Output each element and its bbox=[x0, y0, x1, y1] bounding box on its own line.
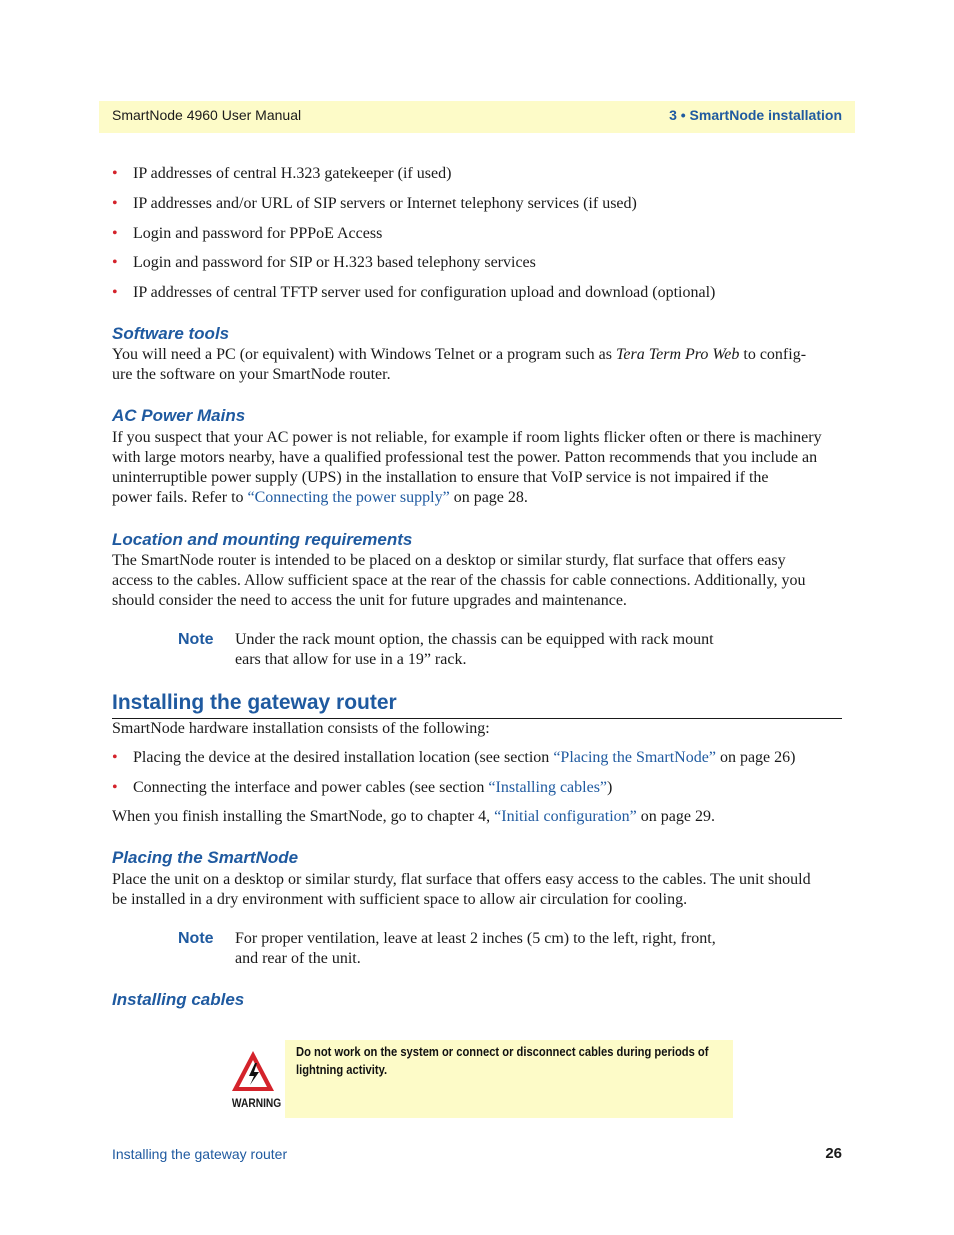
link-connecting-power-supply[interactable]: “Connecting the power supply” bbox=[247, 489, 450, 506]
section-heading-installing-gateway: Installing the gateway router bbox=[112, 691, 397, 714]
section-heading-ac-power: AC Power Mains bbox=[112, 406, 246, 425]
link-initial-configuration[interactable]: “Initial configuration” bbox=[494, 808, 637, 825]
note-label: Note bbox=[178, 631, 214, 648]
bullet-icon: • bbox=[112, 749, 118, 766]
bullet-icon: • bbox=[112, 284, 118, 301]
manual-title: SmartNode 4960 User Manual bbox=[112, 107, 302, 123]
warning-label: WARNING bbox=[231, 1096, 282, 1110]
installing-intro: SmartNode hardware installation consists of the following: bbox=[112, 720, 490, 737]
note-label: Note bbox=[178, 930, 214, 947]
note-text: For proper ventilation, leave at least 2 inches (5 cm) to the left, right, front, and rear of the unit. bbox=[235, 930, 716, 967]
page-number: 26 bbox=[825, 1145, 842, 1162]
link-placing-smartnode[interactable]: “Placing the SmartNode” bbox=[553, 749, 716, 766]
footer-section-title: Installing the gateway router bbox=[112, 1146, 288, 1162]
chapter-title: 3 • SmartNode installation bbox=[669, 107, 842, 123]
bullet-icon: • bbox=[112, 254, 118, 271]
section-heading-installing-cables: Installing cables bbox=[112, 990, 245, 1009]
bullet-icon: • bbox=[112, 195, 118, 212]
bullet-icon: • bbox=[112, 779, 118, 796]
section-heading-software-tools: Software tools bbox=[112, 324, 230, 343]
section-heading-placing: Placing the SmartNode bbox=[112, 848, 299, 867]
warning-text: Do not work on the system or connect or disconnect cables during periods of lightning activity. bbox=[296, 1044, 709, 1077]
ac-power-paragraph: If you suspect that your AC power is not reliable, for example if room lights flicker often or there is machinery with large motors nearby, have a qualified professional test the power. Patton recommends that you include an uninterruptible power supply (UPS) in the installation to ensure that VoIP service is not impaired if the power fails. Refer to “Connecting the power supply” on page 28. bbox=[112, 429, 822, 506]
note-text: Under the rack mount option, the chassis can be equipped with rack mount ears that allow for use in a 19” rack. bbox=[235, 631, 714, 668]
placing-paragraph: Place the unit on a desktop or similar sturdy, flat surface that offers easy access to the cables. The unit should be installed in a dry environment with sufficient space to allow air circulation for cooling. bbox=[112, 871, 811, 908]
software-tools-paragraph: You will need a PC (or equivalent) with Windows Telnet or a program such as Tera Term Pro Web to config- ure the software on your SmartNode router. bbox=[112, 346, 807, 383]
installing-finish: When you finish installing the SmartNode, go to chapter 4, “Initial configuration” on page 29. bbox=[112, 808, 715, 825]
location-paragraph: The SmartNode router is intended to be placed on a desktop or similar sturdy, flat surface that offers easy access to the cables. Allow sufficient space at the rear of the chassis for cable connections. Additionally, you should consider the need to access the unit for future upgrades and maintenance. bbox=[112, 552, 806, 609]
bullet-icon: • bbox=[112, 225, 118, 242]
section-heading-location: Location and mounting requirements bbox=[112, 530, 413, 549]
lightning-warning-icon bbox=[230, 1048, 276, 1094]
bullet-icon: • bbox=[112, 165, 118, 182]
link-installing-cables[interactable]: “Installing cables” bbox=[488, 779, 608, 796]
